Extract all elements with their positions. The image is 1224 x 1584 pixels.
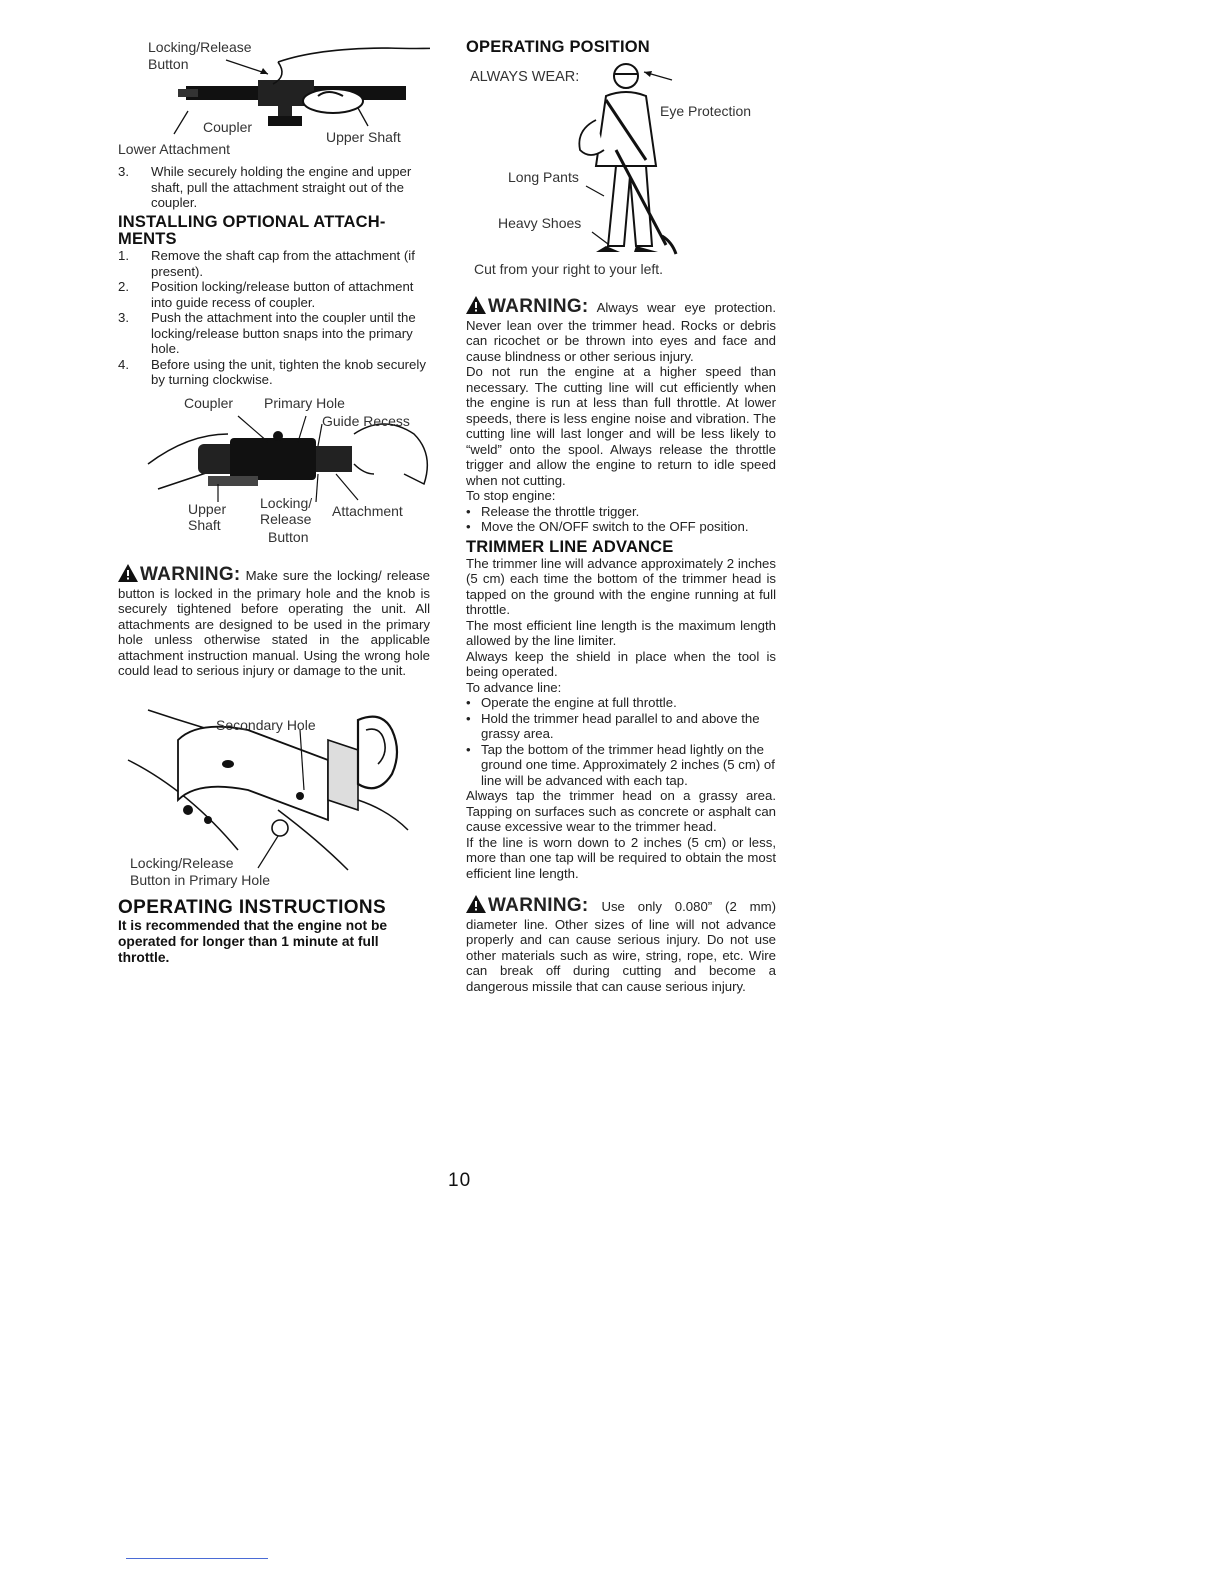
list-item: • Hold the trimmer head parallel to and above the grassy area.	[466, 710, 760, 741]
label-locking: Locking/	[260, 495, 313, 511]
label-button: Button	[148, 56, 189, 72]
figure-caption: Cut from your right to your left.	[474, 261, 664, 277]
warning-block-3	[466, 895, 776, 994]
operating-instructions-section	[118, 898, 430, 966]
stop-engine-list	[466, 504, 776, 535]
install-attachment-figure	[118, 394, 430, 554]
warning-text: Always wear eye protection. Never lean over the trimmer head. Rocks or debris can ricochet or be thrown into eyes and face and cause blindness or other serious injury.	[466, 300, 776, 364]
list-item: 2. Position locking/release button of attachment into guide recess of coupler.	[118, 279, 414, 310]
trimmer-line-p5: If the line is worn down to 2 inches (5 cm) or less, more than one tap will be required to obtain the most efficient line length.	[466, 834, 776, 881]
list-item: • Operate the engine at full throttle.	[466, 695, 677, 710]
label-guide-recess: Guide Recess	[322, 413, 410, 429]
warning-text: Make sure the locking/ release button is locked in the primary hole and the knob is securely tightened before operating the unit. All attachments are designed to be used in the primary hole unless otherwise stated in the applicable attachment instruction manual. Using the wrong hole could lead to serious injury or damage to the unit.	[118, 568, 430, 678]
speed-paragraph: Do not run the engine at a higher speed than necessary. The cutting line will cut efficiently when the engine is run at less than full throttle. At lower speeds, there is less engine noise and vibration. The cutting line will last longer and will be less likely to “weld” onto the spool. Always release the throttle trigger and allow the engine to return to idle speed when not cutting.	[466, 364, 776, 488]
list-item: • Tap the bottom of the trimmer head lightly on the ground one time. Approximately 2 inches (5 cm) of line will be advanced with each tap.	[466, 741, 775, 788]
list-item: 4. Before using the unit, tighten the knob securely by turning clockwise.	[118, 356, 426, 387]
label-locking-release: Locking/Release	[148, 39, 252, 55]
label-primary-hole: Primary Hole	[264, 395, 345, 411]
installing-section	[118, 214, 430, 388]
trimmer-line-p3: Always keep the shield in place when the tool is being operated.	[466, 648, 776, 679]
warning-text: Use only 0.080” (2 mm) diameter line. Other sizes of line will not advance properly and can cause serious injury. Do not use other materials such as wire, string, rope, etc. Wire can break off during cutting and become a dangerous missile that can cause serious injury.	[466, 899, 777, 994]
label-button: Button	[268, 529, 309, 545]
right-text-flow	[466, 296, 776, 994]
label-long-pants: Long Pants	[508, 169, 579, 185]
operating-position-figure	[466, 60, 776, 260]
trimmer-line-p4: Always tap the trimmer head on a grassy area. Tapping on surfaces such as concrete or asphalt can cause excessive wear to the trimmer head.	[466, 788, 776, 834]
label-coupler: Coupler	[184, 395, 234, 411]
installing-steps	[118, 248, 430, 388]
label-secondary-hole: Secondary Hole	[216, 717, 316, 733]
stop-engine-intro: To stop engine:	[466, 488, 556, 503]
warning-label: WARNING:	[140, 564, 241, 585]
label-locking-release: Locking/Release	[130, 855, 234, 871]
label-eye-protection: Eye Protection	[660, 103, 752, 119]
list-item: 3. Push the attachment into the coupler until the locking/release button snaps into the primary hole.	[118, 310, 416, 356]
label-coupler: Coupler	[203, 119, 253, 135]
warning-block-2	[466, 296, 776, 364]
label-upper: Upper	[188, 501, 227, 517]
page-number: 10	[448, 1170, 472, 1191]
advance-intro: To advance line:	[466, 679, 562, 695]
operating-instructions-heading: OPERATING INSTRUCTIONS	[118, 897, 387, 918]
warning-block-1	[118, 564, 430, 679]
installing-heading-line2: MENTS	[118, 230, 177, 248]
label-attachment: Attachment	[332, 503, 403, 519]
operating-instructions-text: It is recommended that the engine not be operated for longer than 1 minute at full throttle.	[118, 918, 388, 965]
warning-label: WARNING:	[488, 895, 589, 916]
label-heavy-shoes: Heavy Shoes	[498, 215, 582, 231]
label-always-wear: ALWAYS WEAR:	[470, 69, 580, 85]
list-item: • Move the ON/OFF switch to the OFF position.	[466, 519, 749, 534]
advance-list	[466, 695, 776, 788]
installing-heading-line1: INSTALLING OPTIONAL ATTACH-	[118, 213, 386, 231]
label-lower-attachment: Lower Attachment	[118, 141, 231, 157]
label-release: Release	[260, 511, 312, 527]
trimmer-line-heading: TRIMMER LINE ADVANCE	[466, 537, 674, 556]
removal-steps	[118, 164, 430, 211]
label-button-primary-hole: Button in Primary Hole	[130, 872, 271, 888]
warning-triangle-icon	[118, 564, 138, 586]
coupler-removal-figure	[118, 36, 430, 161]
list-item: 3. While securely holding the engine and upper shaft, pull the attachment straight out of the coupler.	[118, 164, 412, 210]
warning-label: WARNING:	[488, 296, 589, 317]
trimmer-line-p2: The most efficient line length is the maximum length allowed by the line limiter.	[466, 617, 776, 648]
knob-holes-figure	[118, 700, 430, 892]
label-shaft: Shaft	[188, 517, 221, 533]
warning-triangle-icon	[466, 895, 486, 917]
warning-triangle-icon	[466, 296, 486, 318]
operating-position-heading: OPERATING POSITION	[466, 38, 650, 56]
footer-divider	[126, 1558, 268, 1559]
trimmer-line-p1: The trimmer line will advance approximately 2 inches (5 cm) each time the bottom of the trimmer head is tapped on the ground with the engine running at full throttle.	[466, 555, 776, 617]
list-item: • Release the throttle trigger.	[466, 503, 640, 519]
list-item: 1. Remove the shaft cap from the attachment (if present).	[118, 248, 415, 279]
label-upper-shaft: Upper Shaft	[326, 129, 401, 145]
